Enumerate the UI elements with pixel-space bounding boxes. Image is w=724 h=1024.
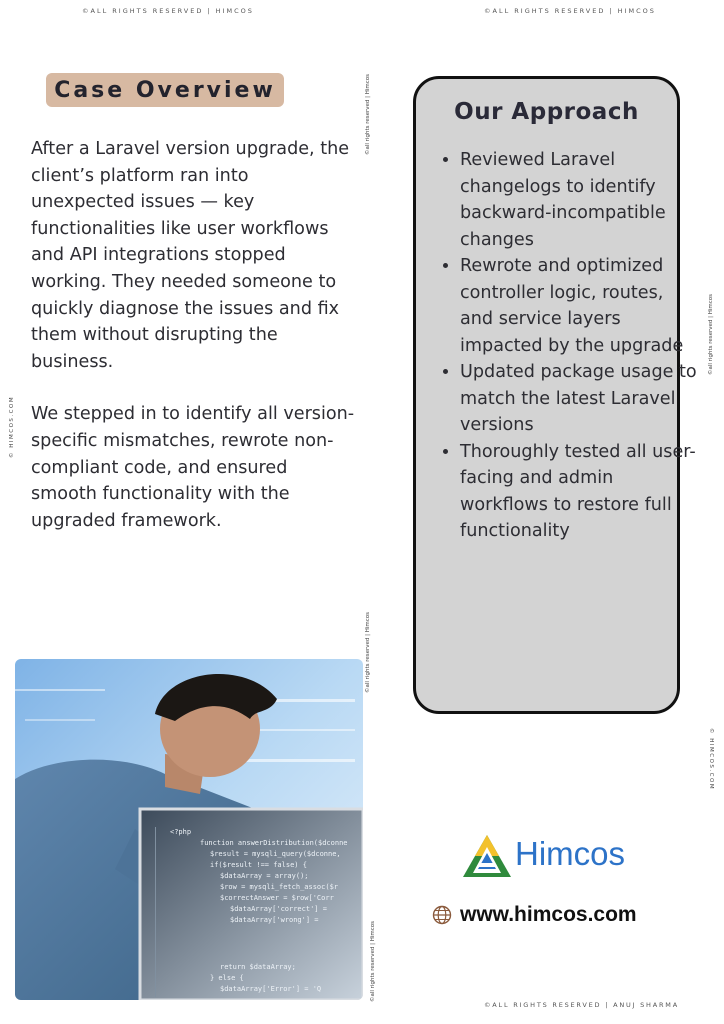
code-line: if($result !== false) { xyxy=(210,861,307,869)
code-line: $result = mysqli_query($dconne, xyxy=(210,850,341,858)
code-line: $row = mysqli_fetch_assoc($r xyxy=(220,883,339,891)
center-watermark-top: ©all rights reserved | Himcos xyxy=(365,73,371,155)
approach-item: • Updated package usage to match the latest Laravel versions xyxy=(460,359,700,439)
website-link[interactable]: www.himcos.com xyxy=(460,903,637,926)
header-copyright-right: ©ALL RIGHTS RESERVED | HIMCOS xyxy=(484,7,656,15)
center-watermark-bottom: ©all rights reserved | Himcos xyxy=(370,920,376,1002)
code-line: } else { xyxy=(210,974,244,982)
himcos-logo-text: Himcos xyxy=(515,835,626,872)
left-side-watermark: © HIMCOS.COM xyxy=(9,395,15,458)
footer-copyright: ©ALL RIGHTS RESERVED | ANUJ SHARMA xyxy=(484,1001,679,1009)
website-line xyxy=(432,903,637,927)
overview-paragraph: We stepped in to identify all version-specific mismatches, rewrote non-compliant code, and ensured smooth functionality with the upgraded framework. xyxy=(31,404,355,531)
approach-list xyxy=(438,147,700,545)
code-line: function answerDistribution($dconne xyxy=(200,839,348,847)
right-watermark-middle: ©all rights reserved | Himcos xyxy=(708,293,714,375)
code-line: $dataArray['Error'] = 'Q xyxy=(220,985,322,993)
code-line: <?php xyxy=(170,828,192,836)
case-overview-text xyxy=(31,136,356,560)
approach-panel xyxy=(413,76,697,714)
globe-icon xyxy=(432,905,452,925)
case-overview-title: Case Overview xyxy=(54,77,276,103)
overview-paragraph: After a Laravel version upgrade, the client’s platform ran into unexpected issues — key functionalities like user workflows and API integrations stopped working. They needed someone to quickly diagnose the issues and fix them without disrupting the business. xyxy=(31,139,350,372)
himcos-logo xyxy=(463,833,653,883)
code-line: $dataArray = array(); xyxy=(220,872,309,880)
approach-item: • Thoroughly tested all user-facing and admin workflows to restore full functionality xyxy=(460,439,700,545)
center-watermark-middle: ©all rights reserved | Himcos xyxy=(365,611,371,693)
himcos-logo-mark xyxy=(463,833,515,879)
code-line: $correctAnswer = $row['Corr xyxy=(220,894,334,902)
case-overview-badge xyxy=(46,73,284,107)
approach-title: Our Approach xyxy=(454,99,639,125)
code-line: $dataArray['correct'] = xyxy=(230,905,327,913)
code-line: return $dataArray; xyxy=(220,963,296,971)
header-copyright-left: ©ALL RIGHTS RESERVED | HIMCOS xyxy=(82,7,254,15)
approach-item: • Reviewed Laravel changelogs to identify backward-incompatible changes xyxy=(460,147,700,253)
right-side-watermark: © HIMCOS.COM xyxy=(708,728,714,791)
developer-photo xyxy=(15,659,363,1000)
approach-item: • Rewrote and optimized controller logic, routes, and service layers impacted by the upgrade xyxy=(460,253,700,359)
code-line: $dataArray['wrong'] = xyxy=(230,916,319,924)
